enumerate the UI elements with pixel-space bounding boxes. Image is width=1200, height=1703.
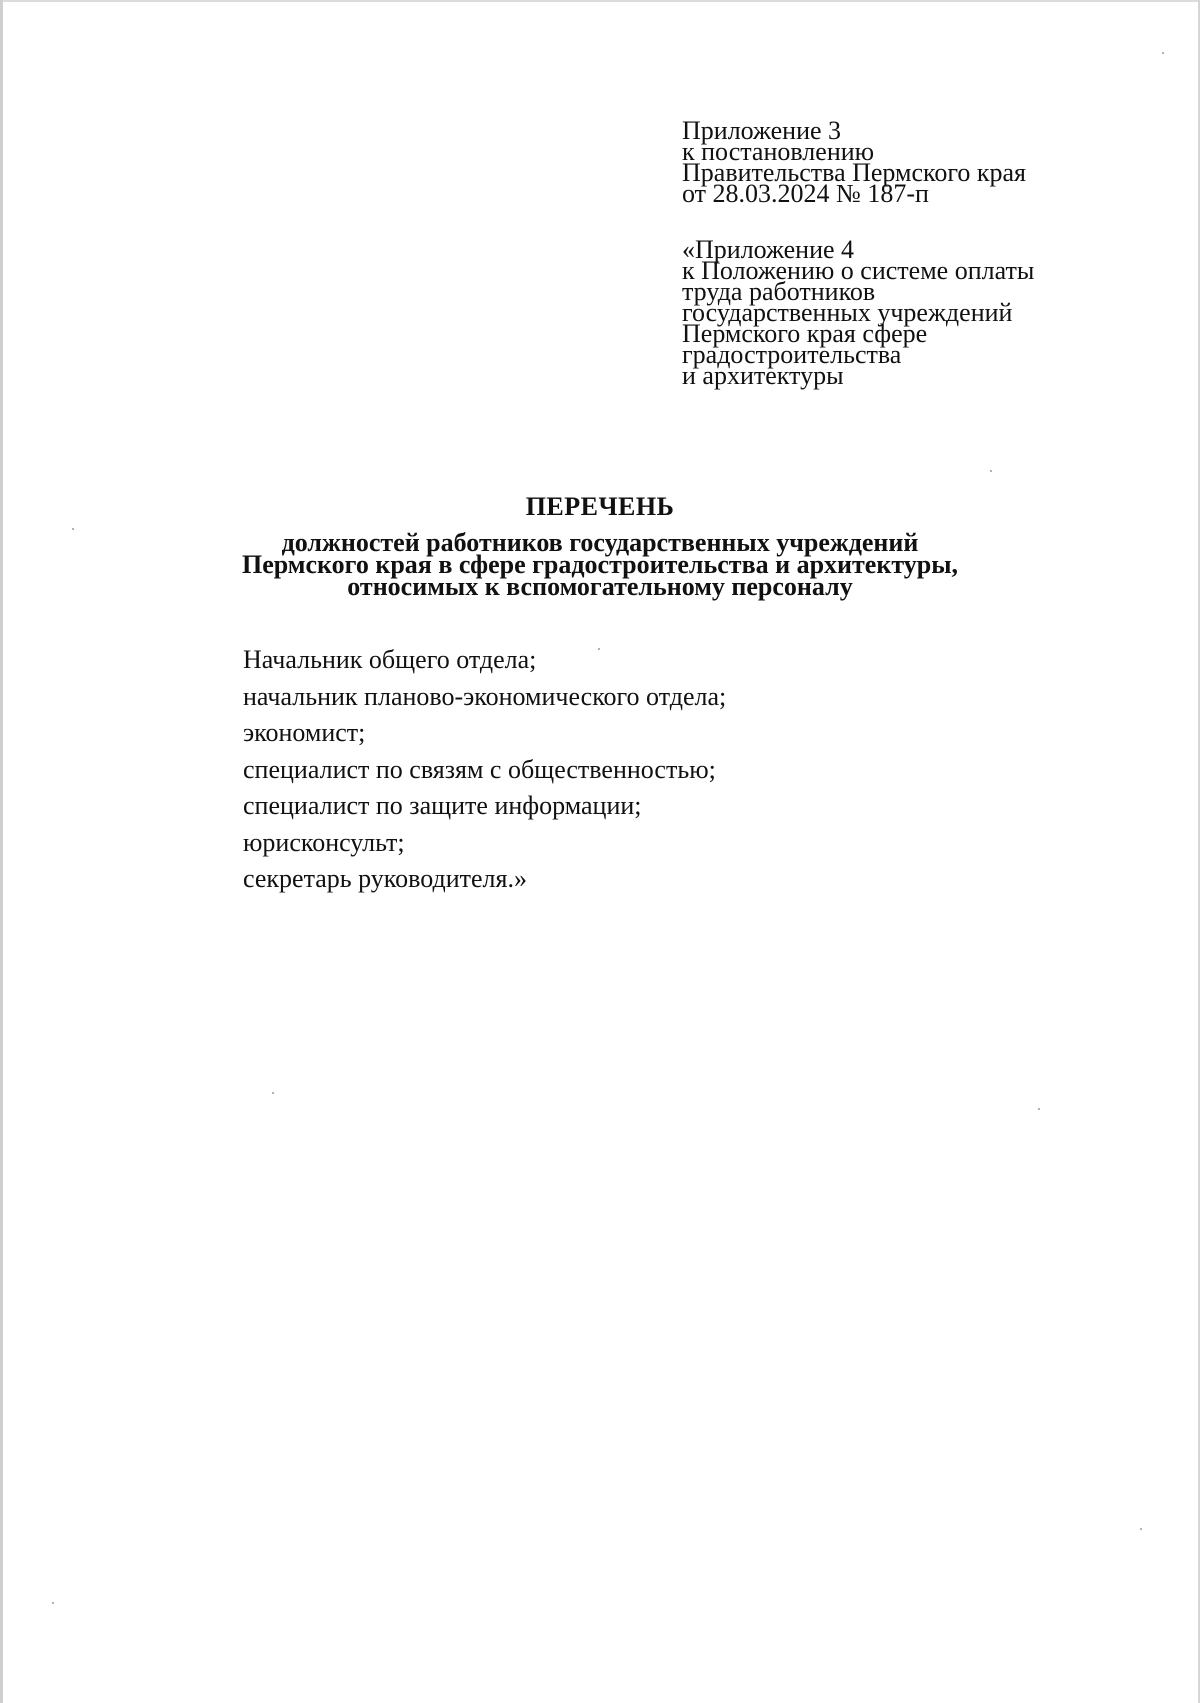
amended-appendix-line: государственных учреждений xyxy=(682,298,1013,327)
appendix-header-line: к постановлению xyxy=(682,137,875,166)
position-item: Начальник общего отдела; xyxy=(243,645,537,674)
scan-speck xyxy=(1162,52,1164,54)
position-item: экономист; xyxy=(243,718,366,747)
scan-speck xyxy=(598,648,600,650)
subtitle-line: относимых к вспомогательному персоналу xyxy=(347,572,853,601)
scan-speck xyxy=(990,470,992,472)
amended-appendix-line: Пермского края сфере xyxy=(682,319,928,348)
scan-speck xyxy=(272,1092,274,1094)
amended-appendix-line: и архитектуры xyxy=(682,361,844,390)
document-subtitle xyxy=(0,528,1200,601)
appendix-header xyxy=(682,116,1026,208)
amended-appendix-line: к Положению о системе оплаты xyxy=(682,256,1035,285)
amended-appendix-line: «Приложение 4 xyxy=(682,235,855,264)
scan-speck xyxy=(1140,1528,1142,1530)
position-item: секретарь руководителя.» xyxy=(243,864,527,893)
position-item: юрисконсульт; xyxy=(243,827,405,857)
appendix-header-line: Приложение 3 xyxy=(682,116,842,145)
subtitle-line: должностей работников государственных учреждений xyxy=(281,528,919,557)
scan-speck xyxy=(52,1602,54,1604)
document-title: ПЕРЕЧЕНЬ xyxy=(525,492,675,521)
position-item: начальник планово-экономического отдела; xyxy=(243,681,727,711)
appendix-header-line: от 28.03.2024 № 187-п xyxy=(682,179,929,208)
subtitle-line: Пермского края в сфере градостроительства и архитектуры, xyxy=(241,550,959,579)
amended-appendix-line: градостроительства xyxy=(682,340,902,369)
scan-speck xyxy=(1038,1108,1040,1110)
position-item: специалист по связям с общественностью; xyxy=(243,754,716,784)
amended-appendix-line: труда работников xyxy=(682,277,876,306)
appendix-header-line: Правительства Пермского края xyxy=(682,158,1026,187)
position-item: специалист по защите информации; xyxy=(243,791,642,820)
scan-edge-top xyxy=(0,0,1200,2)
scan-speck xyxy=(72,528,74,530)
scan-edge-left xyxy=(0,0,3,1703)
positions-list xyxy=(243,642,726,898)
amended-appendix-header xyxy=(682,235,1035,390)
